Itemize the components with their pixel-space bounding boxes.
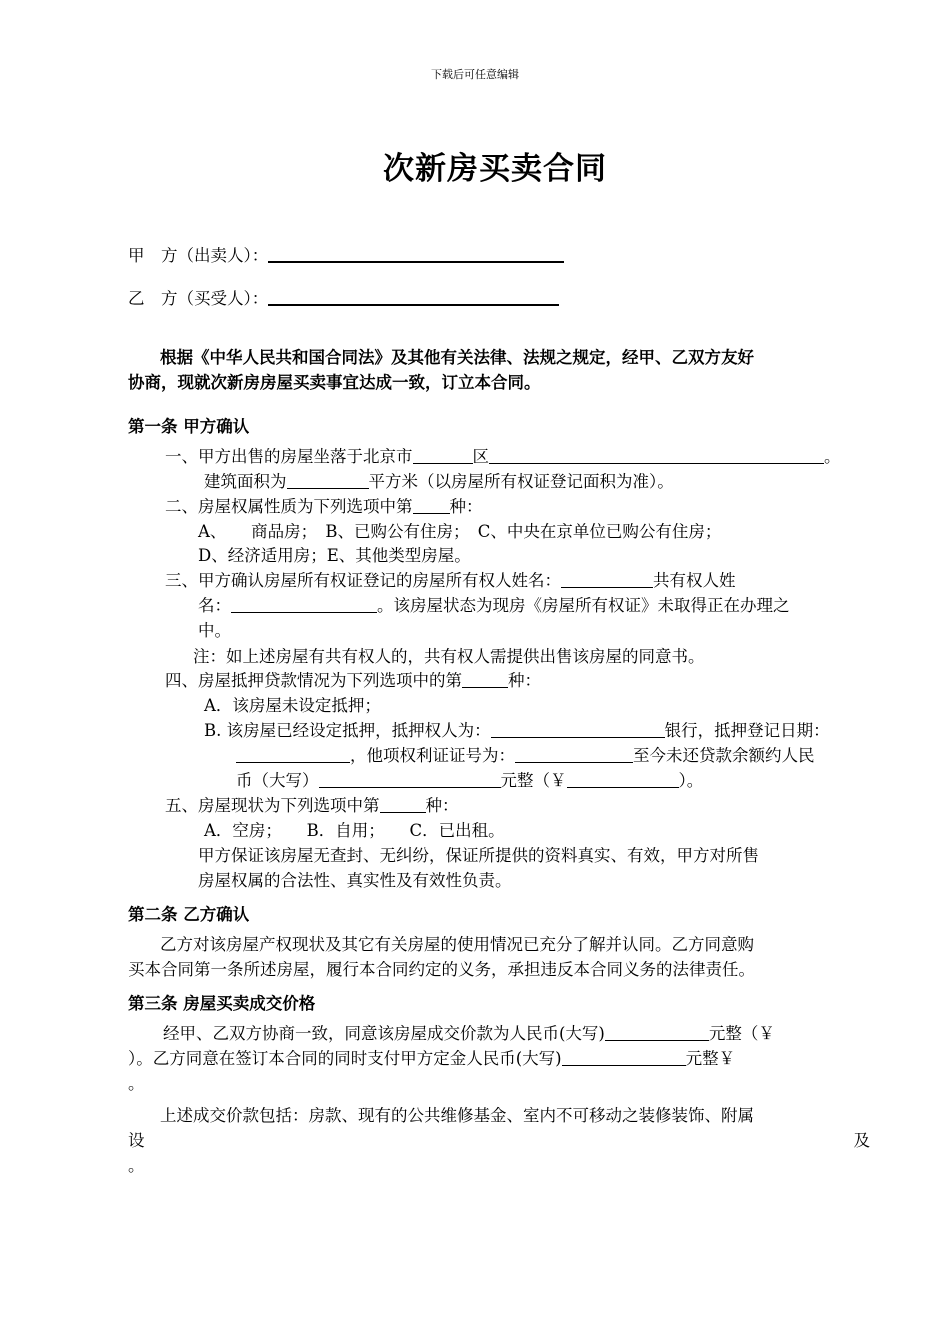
article-1-heading: 第一条 甲方确认 bbox=[128, 417, 250, 436]
item-5-text-b: 种： bbox=[425, 796, 459, 815]
preamble-line-2: 协商，现就次新房房屋买卖事宜达成一致，订立本合同。 bbox=[128, 373, 541, 392]
party-a-line bbox=[128, 243, 564, 268]
item-2-text: 二、房屋权属性质为下列选项中第 bbox=[165, 497, 413, 516]
item-2-text-b: 种： bbox=[449, 497, 483, 516]
deposit-words-label: ）。乙方同意在签订本合同的同时支付甲方定金人民币(大写) bbox=[128, 1049, 562, 1068]
para-2-right-char: 及 bbox=[853, 1131, 870, 1150]
mortgage-option-b-line-2 bbox=[236, 744, 815, 768]
article-3-para-2-line-1: 上述成交价款包括：房款、现有的公共维修基金、室内不可移动之装修装饰、附属 bbox=[160, 1106, 754, 1125]
deposit-words-blank[interactable] bbox=[562, 1047, 686, 1066]
item-3-text-a: 三、甲方确认房屋所有权证登记的房屋所有权人姓名： bbox=[165, 571, 561, 590]
mortgage-b-text-b: 银行，抵押登记日期： bbox=[664, 721, 830, 740]
price-yuan-label: 元整（￥ bbox=[708, 1024, 775, 1043]
property-type-blank[interactable] bbox=[413, 495, 450, 514]
article-2-line-1: 乙方对该房屋产权现状及其它有关房屋的使用情况已充分了解并认同。乙方同意购 bbox=[160, 935, 754, 954]
party-b-blank[interactable] bbox=[268, 286, 559, 306]
mortgage-option-b-line-3 bbox=[236, 769, 703, 793]
article-3-para-2-line-2 bbox=[128, 1129, 870, 1153]
mortgage-balance-label: 至今未还贷款余额约人民 bbox=[633, 746, 815, 765]
price-words-label: 经甲、乙双方协商一致，同意该房屋成交价款为人民币(大写) bbox=[163, 1024, 605, 1043]
item-5-text-a: 五、房屋现状为下列选项中第 bbox=[165, 796, 380, 815]
area-blank[interactable] bbox=[287, 470, 369, 489]
co-owner-note: 注：如上述房屋有共有权人的，共有权人需提供出售该房屋的同意书。 bbox=[193, 647, 705, 666]
item-1-text-c: 。 bbox=[824, 447, 841, 466]
article-3-para-2-line-3: 。 bbox=[128, 1156, 145, 1175]
mortgage-cert-blank[interactable] bbox=[515, 744, 633, 763]
para-2-left-char: 设 bbox=[128, 1131, 145, 1150]
amount-close-paren: ）。 bbox=[678, 771, 704, 790]
status-option-blank[interactable] bbox=[380, 794, 426, 813]
article-1-item-3-line-2 bbox=[198, 594, 790, 618]
item-4-text-a: 四、房屋抵押贷款情况为下列选项中的第 bbox=[165, 671, 462, 690]
item-1-text-a: 一、甲方出售的房屋坐落于北京市 bbox=[165, 447, 413, 466]
item-3-status-text: 。该房屋状态为现房《房屋所有权证》未取得正在办理之 bbox=[377, 596, 790, 615]
article-3-line-2 bbox=[128, 1047, 735, 1071]
article-3-line-3: 。 bbox=[128, 1074, 145, 1093]
page-header-note: 下载后可任意编辑 bbox=[431, 68, 519, 81]
mortgage-b-text-a: B. 该房屋已经设定抵押，抵押权人为： bbox=[204, 721, 491, 740]
deposit-yuan-label: 元整￥ bbox=[685, 1049, 736, 1068]
article-2-heading: 第二条 乙方确认 bbox=[128, 905, 250, 924]
mortgage-cert-label: ，他项权利证证号为： bbox=[350, 746, 515, 765]
amount-yuan-label: 元整（￥ bbox=[500, 771, 567, 790]
property-type-options-2: D、经济适用房；E、其他类型房屋。 bbox=[198, 546, 471, 565]
article-3-line-1 bbox=[163, 1022, 775, 1046]
property-type-options-1: A、 商品房； B、已购公有住房； C、中央在京单位已购公有住房； bbox=[198, 522, 722, 541]
party-a-blank[interactable] bbox=[268, 243, 564, 263]
article-2-line-2: 买本合同第一条所述房屋，履行本合同约定的义务，承担违反本合同义务的法律责任。 bbox=[128, 960, 755, 979]
item-4-text-b: 种： bbox=[508, 671, 541, 690]
item-1-text-b: 区 bbox=[472, 447, 489, 466]
party-a-label: 甲 方（出卖人）： bbox=[128, 246, 269, 265]
article-1-item-3-line-3: 中。 bbox=[198, 621, 231, 640]
address-blank[interactable] bbox=[489, 445, 824, 464]
article-1-item-5 bbox=[165, 794, 459, 818]
area-unit-text: 平方米（以房屋所有权证登记面积为准）。 bbox=[368, 472, 674, 491]
seller-guarantee-line-1: 甲方保证该房屋无查封、无纠纷，保证所提供的资料真实、有效，甲方对所售 bbox=[198, 846, 759, 865]
mortgagee-blank[interactable] bbox=[491, 719, 665, 738]
status-options: A．空房； B．自用； C．已出租。 bbox=[204, 821, 505, 840]
mortgage-date-blank[interactable] bbox=[236, 744, 350, 763]
mortgage-option-a: A．该房屋未设定抵押； bbox=[204, 696, 381, 715]
article-1-item-2 bbox=[165, 495, 483, 519]
area-label: 建筑面积为 bbox=[204, 472, 287, 491]
co-owner-blank[interactable] bbox=[231, 594, 377, 613]
party-b-line bbox=[128, 286, 559, 311]
article-1-item-4 bbox=[165, 669, 541, 693]
price-words-blank[interactable] bbox=[605, 1022, 709, 1041]
mortgage-option-b bbox=[204, 719, 830, 743]
seller-guarantee-line-2: 房屋权属的合法性、真实性及有效性负责。 bbox=[198, 871, 512, 890]
mortgage-option-blank[interactable] bbox=[462, 669, 508, 688]
article-1-item-1-line-2 bbox=[204, 470, 674, 494]
article-1-item-1 bbox=[165, 445, 841, 469]
owner-name-blank[interactable] bbox=[561, 569, 653, 588]
balance-words-blank[interactable] bbox=[319, 769, 501, 788]
contract-title: 次新房买卖合同 bbox=[383, 151, 607, 187]
balance-figures-blank[interactable] bbox=[567, 769, 679, 788]
item-3-text-b: 共有权人姓 bbox=[653, 571, 736, 590]
district-blank[interactable] bbox=[413, 445, 473, 464]
article-3-heading: 第三条 房屋买卖成交价格 bbox=[128, 994, 316, 1013]
preamble-line-1: 根据《中华人民共和国合同法》及其他有关法律、法规之规定，经甲、乙双方友好 bbox=[160, 348, 754, 367]
article-1-item-3 bbox=[165, 569, 736, 593]
party-b-label: 乙 方（买受人）： bbox=[128, 289, 269, 308]
co-owner-label: 名： bbox=[198, 596, 231, 615]
amount-words-label: 币（大写） bbox=[236, 771, 319, 790]
